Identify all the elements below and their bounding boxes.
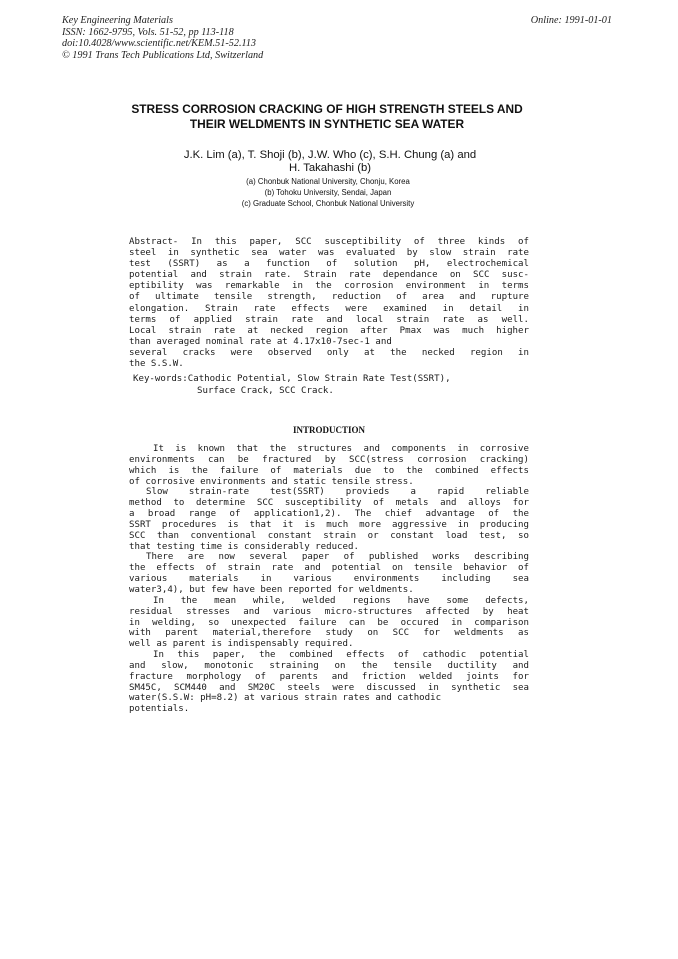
intro-line: fracture morphology of parents and friction welded joints for (129, 671, 529, 682)
intro-line: various materials in various environments including sea (129, 574, 529, 585)
abstract-line: Local strain rate at necked region after Pmax was much higher (129, 325, 529, 336)
intro-line: water(S.S.W: pH=8.2) at various strain rates and cathodic (129, 693, 442, 704)
online-date: Online: 1991-01-01 (530, 15, 612, 26)
intro-line: which is the failure of materials due to the combined effects (129, 465, 529, 476)
intro-line: environments can be fractured by SCC(stress corrosion cracking) (129, 454, 529, 465)
author-line: H. Takahashi (b) (288, 161, 372, 174)
copyright-line: © 1991 Trans Tech Publications Ltd, Switzerland (62, 49, 264, 61)
paper-title (120, 102, 534, 132)
intro-line: water3,4), but few have been reported for weldments. (129, 584, 414, 595)
abstract (129, 237, 529, 370)
abstract-line: of ultimate tensile strength, reduction of area and rupture (129, 292, 529, 303)
intro-line: a broad range of application1,2). The chief advantage of the (129, 509, 529, 520)
abstract-line: elongation. Strain rate effects were examined in detail in (129, 303, 529, 314)
intro-line: In this paper, the combined effects of cathodic potential (153, 650, 529, 661)
intro-line: SCC than conventional constant strain or constant load test, so (129, 530, 529, 541)
intro-line: In the mean while, welded regions have some defects, (153, 595, 529, 606)
author-list (150, 149, 510, 174)
intro-line: in welding, so unexpected failure can be occured in comparison (129, 617, 529, 628)
intro-line: method to determine SCC susceptibility of metals and alloys for (129, 498, 529, 509)
section-heading-introduction: INTRODUCTION (292, 425, 365, 435)
intro-line: SM45C, SCM440 and SM20C steels were discussed in synthetic sea (129, 682, 529, 693)
keywords (133, 374, 529, 397)
affiliation-b: (b) Tohoku University, Sendai, Japan (264, 188, 392, 197)
intro-line: with parent material,therefore study on SCC for weldments as (129, 628, 529, 639)
abstract-line: the S.S.W. (129, 359, 184, 370)
abstract-line: terms of applied strain rate and local strain rate as well. (129, 314, 529, 325)
intro-line: Slow strain-rate test(SSRT) provieds a rapid reliable (146, 487, 529, 498)
abstract-line: than averaged nominal rate at 4.17x10-7sec-1 and (129, 336, 392, 347)
author-line: J.K. Lim (a), T. Shoji (b), J.W. Who (c), S.H. Chung (a) and (183, 149, 477, 161)
intro-line: It is known that the structures and components in corrosive (153, 444, 529, 454)
abstract-line: test (SSRT) as a function of solution pH, electrochemical (129, 259, 529, 270)
intro-line: that testing time is considerably reduced. (129, 541, 359, 552)
journal-name: Key Engineering Materials (62, 15, 173, 26)
doi-line: doi:10.4028/www.scientific.net/KEM.51-52.113 (62, 38, 257, 50)
affiliation-a: (a) Chonbuk National University, Chonju, Korea (246, 177, 410, 186)
keywords-line: Key-words:Cathodic Potential, Slow Strain Rate Test(SSRT), (133, 374, 451, 384)
abstract-line: Abstract- In this paper, SCC susceptibility of three kinds of (129, 237, 529, 247)
journal-meta (62, 15, 263, 61)
intro-line: of corrosive environments and static tensile stress. (129, 476, 414, 487)
intro-line: well as parent is indispensably required. (129, 639, 354, 650)
intro-line: and slow, monotonic straining on the tensile ductility and (129, 660, 529, 671)
intro-line: the effects of strain rate and potential on tensile behavior of (129, 563, 529, 574)
abstract-line: potential and strain rate. Strain rate dependance on SCC susc- (129, 270, 529, 281)
abstract-line: several cracks were observed only at the necked region in (129, 347, 529, 358)
intro-line: potentials. (129, 704, 190, 715)
intro-line: There are now several paper of published works describing (146, 552, 529, 563)
introduction-body (129, 444, 529, 715)
intro-line: SSRT procedures is that it is much more aggressive in producing (129, 519, 529, 530)
issn-line: ISSN: 1662-9795, Vols. 51-52, pp 113-118 (62, 26, 234, 38)
title-line: THEIR WELDMENTS IN SYNTHETIC SEA WATER (189, 117, 465, 131)
intro-line: residual stresses and various micro-structures affected by heat (129, 606, 529, 617)
abstract-line: steel in synthetic sea water was evaluated by slow strain rate (129, 248, 529, 259)
affiliation-c: (c) Graduate School, Chonbuk National University (241, 199, 415, 208)
keywords-line: Surface Crack, SCC Crack. (197, 385, 334, 396)
affiliations (170, 176, 486, 209)
title-line: STRESS CORROSION CRACKING OF HIGH STRENGTH STEELS AND (131, 102, 523, 116)
abstract-line: eptibility was remarkable in the corrosion environment in terms (129, 281, 529, 292)
